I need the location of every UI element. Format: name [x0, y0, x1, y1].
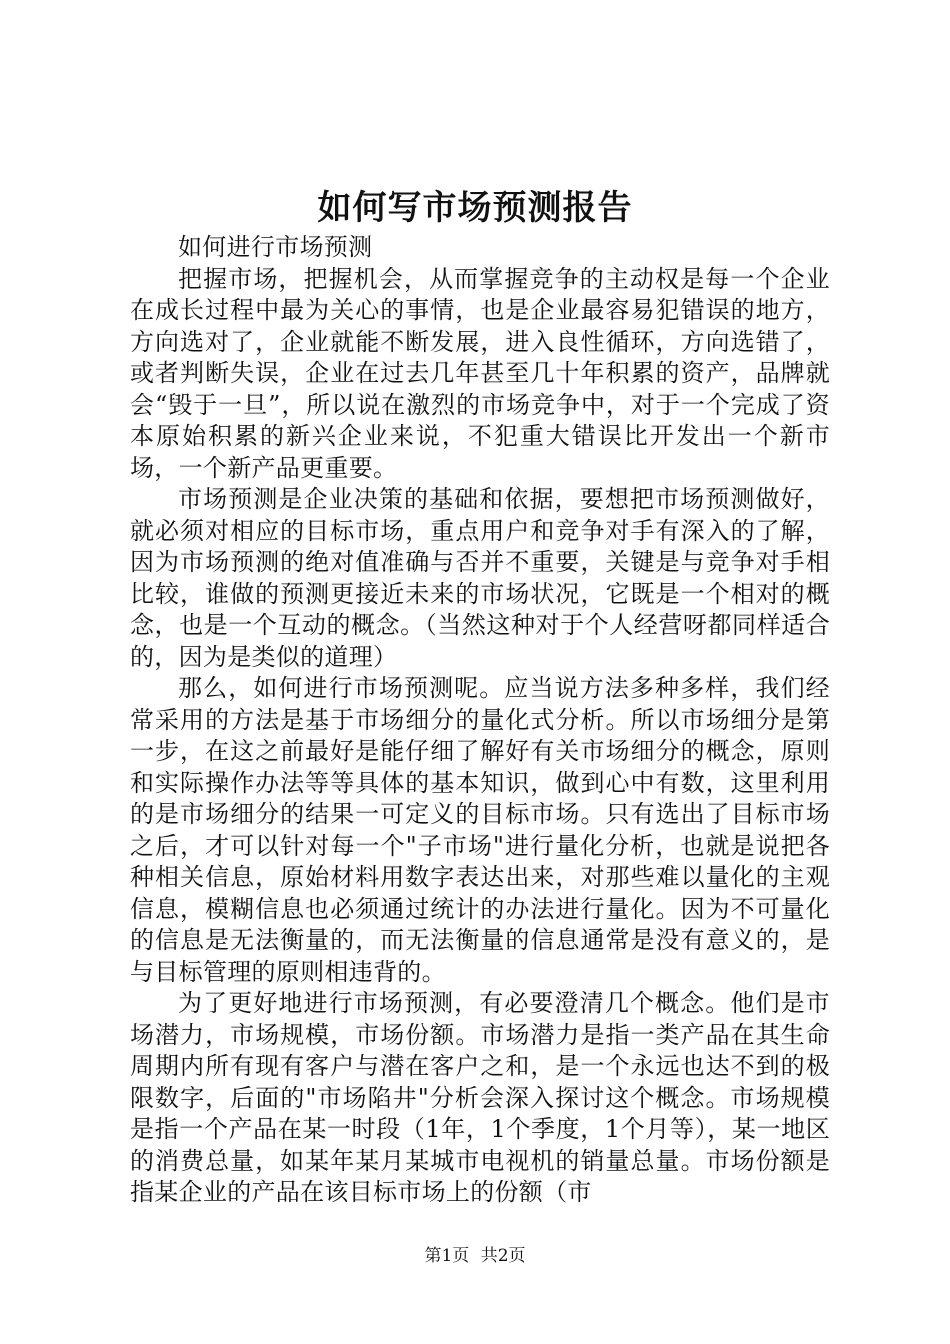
section-subheading: 如何进行市场预测: [178, 233, 373, 261]
page-number: 第1页: [424, 1246, 470, 1266]
paragraph-4: 为了更好地进行市场预测，有必要澄清几个概念。他们是市场潜力，市场规模，市场份额。市场潜力是指一类产品在其生命周期内所有现有客户与潜在客户之和，是一个永远也达不到的极限数字，后面的"市场陷井"分析会深入探讨这个概念。市场规模是指一个产品在某一时段（1年，1个季度，1个月等），某一地区的消费总量，如某年某月某城市电视机的销量总量。市场份额是指某企业的产品在该目标市场上的份额（市: [130, 989, 830, 1206]
paragraph-3: 那么，如何进行市场预测呢。应当说方法多种多样，我们经常采用的方法是基于市场细分的量化式分析。所以市场细分是第一步，在这之前最好是能仔细了解好有关市场细分的概念，原则和实际操作办法等等具体的基本知识，做到心中有数，这里利用的是市场细分的结果一可定义的目标市场。只有选出了目标市场之后，才可以针对每一个"子市场"进行量化分析，也就是说把各种相关信息，原始材料用数字表达出来，对那些难以量化的主观信息，模糊信息也必须通过统计的办法进行量化。因为不可量化的信息是无法衡量的，而无法衡量的信息通常是没有意义的，是与目标管理的原则相违背的。: [130, 674, 830, 986]
page-total: 共2页: [480, 1246, 526, 1266]
page-footer: [0, 1244, 950, 1268]
paragraph-2: 市场预测是企业决策的基础和依据，要想把市场预测做好，就必须对相应的目标市场，重点用户和竞争对手有深入的了解，因为市场预测的绝对值准确与否并不重要，关键是与竞争对手相比较，谁做的预测更接近未来的市场状况，它既是一个相对的概念，也是一个互动的概念。（当然这种对于个人经营呀都同样适合的，因为是类似的道理）: [130, 485, 830, 671]
paragraph-1: 把握市场，把握机会，从而掌握竞争的主动权是每一个企业在成长过程中最为关心的事情，也是企业最容易犯错误的地方，方向选对了，企业就能不断发展，进入良性循环，方向选错了，或者判断失误，企业在过去几年甚至几十年积累的资产，品牌就会“毁于一旦”，所以说在激烈的市场竞争中，对于一个完成了资本原始积累的新兴企业来说，不犯重大错误比开发出一个新市场，一个新产品更重要。: [130, 264, 830, 482]
document-title: 如何写市场预测报告: [317, 188, 633, 228]
document-body: [130, 232, 830, 1209]
